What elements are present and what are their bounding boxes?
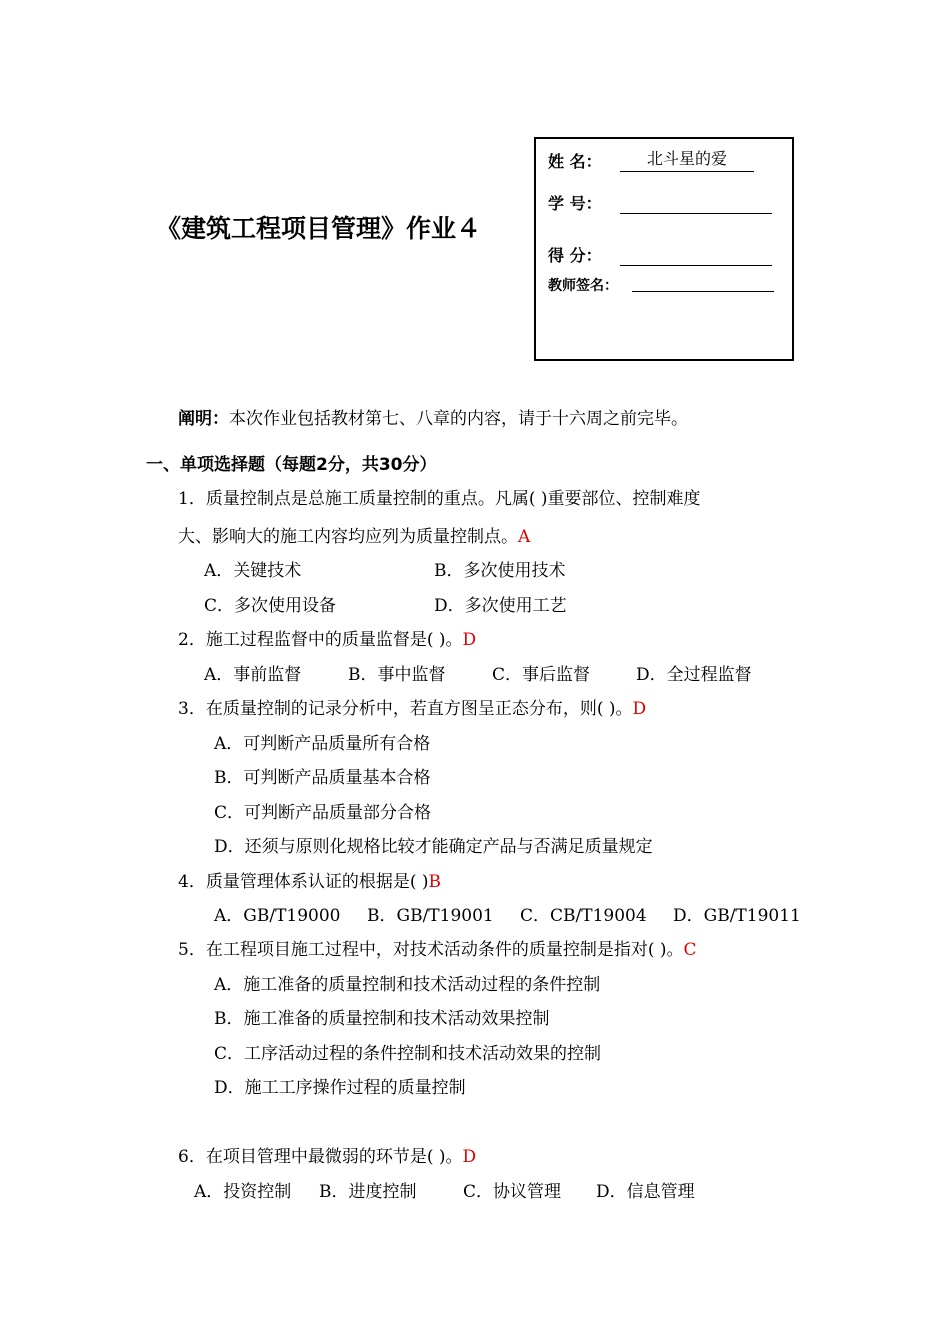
q2-answer: D — [462, 630, 477, 650]
q3-option-b: B．可判断产品质量基本合格 — [214, 768, 431, 788]
q5-stem — [178, 935, 697, 960]
q1-stem-text: 大、影响大的施工内容均应列为质量控制点。 — [178, 527, 518, 547]
q2-option-c: C．事后监督 — [492, 665, 591, 685]
q6-answer: D — [462, 1147, 477, 1167]
section-heading: 一、单项选择题（每题2分，共30分） — [146, 455, 437, 475]
note-text: 本次作业包括教材第七、八章的内容，请于十六周之前完毕。 — [229, 409, 688, 429]
q5-option-d: D．施工工序操作过程的质量控制 — [214, 1078, 466, 1098]
q3-stem-text: 3．在质量控制的记录分析中，若直方图呈正态分布，则( )。 — [178, 699, 633, 719]
student-info-box — [534, 137, 794, 361]
q6-stem-text: 6．在项目管理中最微弱的环节是( )。 — [178, 1147, 463, 1167]
id-row — [548, 191, 602, 214]
q1-option-a: A．关键技术 — [204, 561, 302, 581]
q1-stem-line1: 1．质量控制点是总施工质量控制的重点。凡属( )重要部位、控制难度 — [178, 489, 701, 509]
q3-option-d: D．还须与原则化规格比较才能确定产品与否满足质量规定 — [214, 837, 653, 857]
q5-answer: C — [683, 940, 697, 960]
q4-option-b: B．GB/T19001 — [367, 906, 494, 926]
q6-stem — [178, 1142, 476, 1167]
id-blank — [620, 191, 772, 214]
q6-option-c: C．协议管理 — [463, 1182, 562, 1202]
q5-stem-text: 5．在工程项目施工过程中，对技术活动条件的质量控制是指对( )。 — [178, 940, 684, 960]
name-row — [548, 149, 727, 172]
q2-option-a: A．事前监督 — [204, 665, 302, 685]
name-value: 北斗星的爱 — [620, 149, 754, 172]
q3-option-a: A．可判断产品质量所有合格 — [214, 734, 431, 754]
note-label: 阐明： — [178, 409, 229, 429]
teacher-label: 教师签名： — [548, 278, 618, 294]
q5-option-c: C．工序活动过程的条件控制和技术活动效果的控制 — [214, 1044, 602, 1064]
q1-stem-line2 — [178, 522, 530, 547]
q2-option-d: D．全过程监督 — [636, 665, 752, 685]
q4-stem — [178, 867, 441, 892]
instructions — [178, 404, 688, 429]
q4-option-d: D．GB/T19011 — [673, 906, 801, 926]
q1-option-b: B．多次使用技术 — [434, 561, 566, 581]
q1-option-c: C．多次使用设备 — [204, 596, 337, 616]
q6-option-a: A．投资控制 — [194, 1182, 292, 1202]
q1-answer: A — [518, 527, 531, 547]
q3-option-c: C．可判断产品质量部分合格 — [214, 803, 432, 823]
document-title: 《建筑工程项目管理》作业４ — [156, 214, 482, 243]
teacher-row — [548, 275, 618, 295]
q5-option-b: B．施工准备的质量控制和技术活动效果控制 — [214, 1009, 550, 1029]
q5-option-a: A．施工准备的质量控制和技术活动过程的条件控制 — [214, 975, 601, 995]
q6-option-d: D．信息管理 — [596, 1182, 695, 1202]
id-label: 学 号： — [548, 194, 602, 213]
q2-stem-text: 2．施工过程监督中的质量监督是( )。 — [178, 630, 463, 650]
score-row — [548, 243, 602, 266]
q6-option-b: B．进度控制 — [319, 1182, 417, 1202]
name-label: 姓 名： — [548, 152, 602, 171]
q4-stem-text: 4．质量管理体系认证的根据是( ) — [178, 872, 429, 892]
q2-stem — [178, 625, 476, 650]
score-label: 得 分： — [548, 246, 602, 265]
q2-option-b: B．事中监督 — [348, 665, 446, 685]
q4-answer: B — [428, 872, 441, 892]
q4-option-c: C．CB/T19004 — [520, 906, 647, 926]
q1-option-d: D．多次使用工艺 — [434, 596, 567, 616]
q3-answer: D — [632, 699, 647, 719]
q3-stem — [178, 694, 646, 719]
teacher-blank — [632, 275, 774, 292]
score-blank — [620, 243, 772, 266]
q4-option-a: A．GB/T19000 — [214, 906, 341, 926]
